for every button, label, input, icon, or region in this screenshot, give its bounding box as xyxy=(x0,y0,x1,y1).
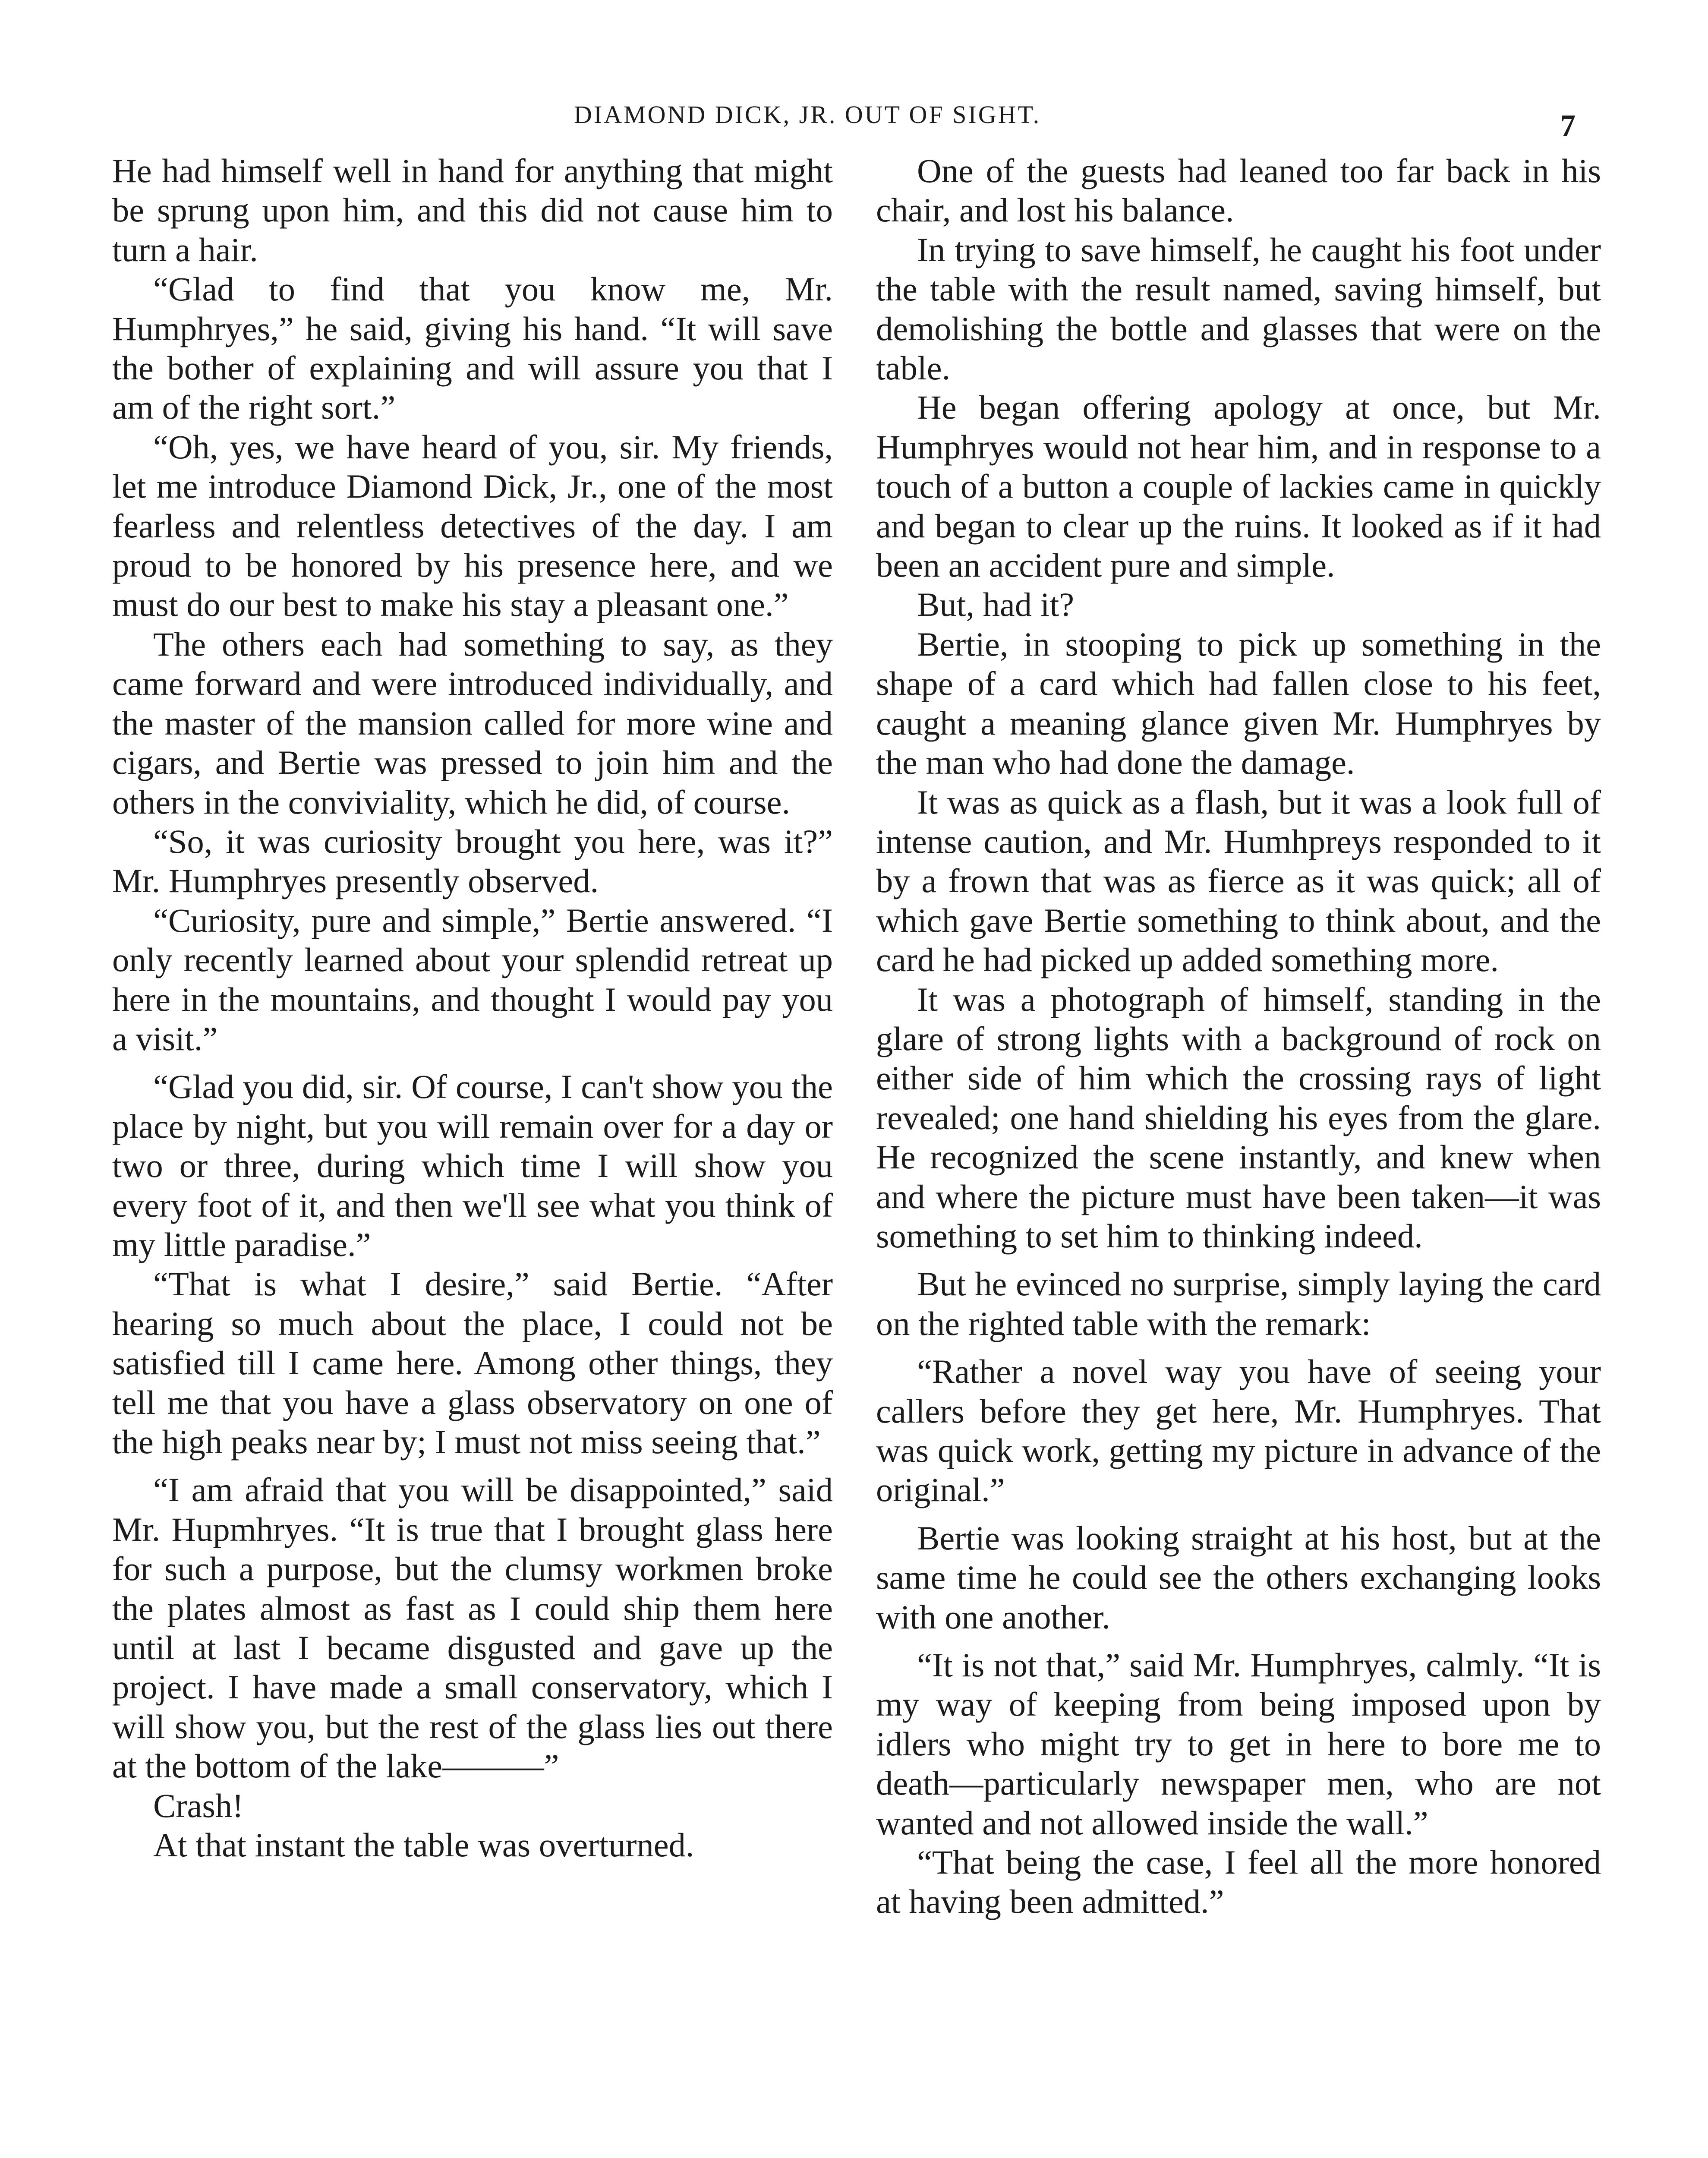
paragraph: “Oh, yes, we have heard of you, sir. My friends, let me introduce Diamond Dick, Jr., one of the most fearless and relentless detectives of the day. I am proud to be honored by his presence here, and we must do our best to make his stay a pleasant one.” xyxy=(112,428,833,624)
paragraph: Bertie, in stooping to pick up something in the shape of a card which had fallen close to his feet, caught a meaning glance given Mr. Humphryes by the man who had done the damage. xyxy=(876,625,1601,782)
paragraph: “I am afraid that you will be disappointed,” said Mr. Hupmhryes. “It is true that I brought glass here for such a purpose, but the clumsy workmen broke the plates almost as fast as I could ship them here until at last I became disgusted and gave up the project. I have made a small conservatory, which I will show you, but the rest of the glass lies out there at the bottom of the lake———” xyxy=(112,1471,833,1785)
paragraph: It was a photograph of himself, standing in the glare of strong lights with a background of rock on either side of him which the crossing rays of light revealed; one hand shielding his eyes from the glare. He recognized the scene instantly, and knew when and where the picture must have been taken—it was something to set him to thinking indeed. xyxy=(876,980,1601,1255)
paragraph: “So, it was curiosity brought you here, was it?” Mr. Humphryes presently observed. xyxy=(112,822,833,900)
page-number: 7 xyxy=(1560,108,1576,143)
paragraph: “Curiosity, pure and simple,” Bertie answered. “I only recently learned about your splendid retreat up here in the mountains, and thought I would pay you a visit.” xyxy=(112,901,833,1057)
right-column xyxy=(876,151,1601,1921)
paragraph: But, had it? xyxy=(917,586,1075,624)
paragraph: He began offering apology at once, but Mr. Humphryes would not hear him, and in response to a touch of a button a couple of lackies came in quickly and began to clear up the ruins. It looked as if it had been an accident pure and simple. xyxy=(876,388,1601,584)
paragraph: He had himself well in hand for anything that might be sprung upon him, and this did not cause him to turn a hair. xyxy=(112,152,833,268)
paragraph: Bertie was looking straight at his host, but at the same time he could see the others exchanging looks with one another. xyxy=(876,1519,1601,1636)
paragraph: In trying to save himself, he caught his foot under the table with the result named, saving himself, but demolishing the bottle and glasses that were on the table. xyxy=(876,230,1601,387)
left-column xyxy=(112,151,833,1865)
paragraph: At that instant the table was overturned. xyxy=(153,1826,694,1864)
running-title: DIAMOND DICK, JR. OUT OF SIGHT. xyxy=(574,101,1041,129)
paragraph: It was as quick as a flash, but it was a look full of intense caution, and Mr. Humhpreys responded to it by a frown that was as fierce as it was quick; all of which gave Bertie something to think about, and the card he had picked up added something more. xyxy=(876,783,1601,979)
paragraph: “Rather a novel way you have of seeing your callers before they get here, Mr. Humphryes. That was quick work, getting my picture in advance of the original.” xyxy=(876,1353,1601,1509)
paragraph: The others each had something to say, as they came forward and were introduced individually, and the master of the mansion called for more wine and cigars, and Bertie was pressed to join him and the others in the conviviality, which he did, of course. xyxy=(112,625,833,821)
paragraph: “That being the case, I feel all the more honored at having been admitted.” xyxy=(876,1843,1601,1921)
page-header xyxy=(0,100,1708,148)
paragraph: “Glad you did, sir. Of course, I can't show you the place by night, but you will remain over for a day or two or three, during which time I will show you every foot of it, and then we'll see what you think of my little paradise.” xyxy=(112,1068,833,1263)
paragraph: But he evinced no surprise, simply laying the card on the righted table with the remark: xyxy=(876,1265,1601,1342)
paragraph: “It is not that,” said Mr. Humphryes, calmly. “It is my way of keeping from being imposed upon by idlers who might try to get in here to bore me to death—particularly newspaper men, who are not wanted and not allowed inside the wall.” xyxy=(876,1646,1601,1842)
paragraph: “Glad to find that you know me, Mr. Humphryes,” he said, giving his hand. “It will save the bother of explaining and will assure you that I am of the right sort.” xyxy=(112,270,833,426)
paragraph: Crash! xyxy=(153,1786,244,1824)
paragraph: One of the guests had leaned too far back in his chair, and lost his balance. xyxy=(876,152,1601,229)
paragraph: “That is what I desire,” said Bertie. “After hearing so much about the place, I could not be satisfied till I came here. Among other things, they tell me that you have a glass observatory on one of the high peaks near by; I must not miss seeing that.” xyxy=(112,1265,833,1461)
